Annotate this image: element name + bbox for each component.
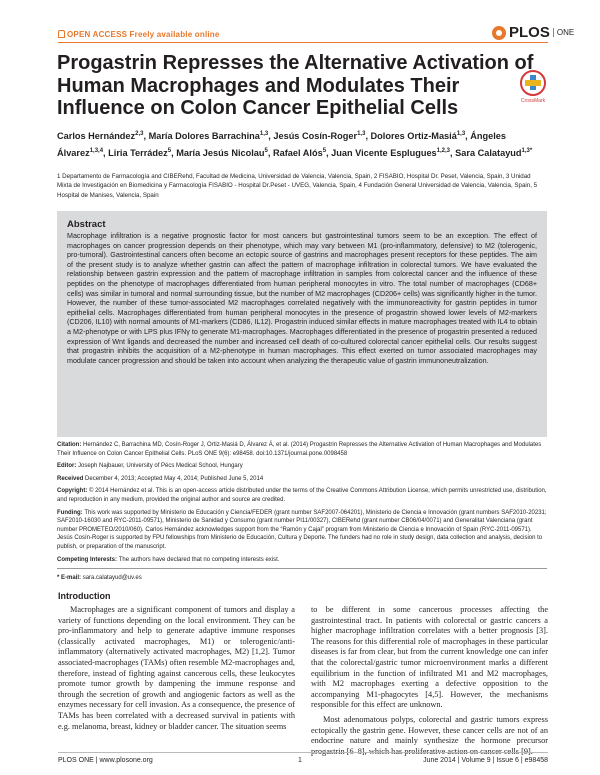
- body-column-right: [311, 605, 548, 761]
- affiliations: 1 Departamento de Farmacología and CIBERehd, Facultad de Medicina, Universidad de Valencia, Valencia, Spain, 2 FISABIO, Hospital Dr. Peset, Valencia, Spain, 3 Unidad Mixta de Investigación en Biomedicina y Farmacología FISABIO - Hospital Dr.Peset - UVEG, Valencia, Spain, 4 Fundación General Universidad de Valencia, Valencia, Spain, 5 Hospital de Manises, Valencia, Spain: [57, 173, 538, 199]
- author-name[interactable]: Ángeles Álvarez: [57, 131, 507, 158]
- author-affiliation-marker: 1,3: [357, 131, 366, 137]
- open-access-banner: [58, 30, 220, 39]
- plos-logo-icon: [492, 26, 506, 40]
- author-affiliation-marker: 5: [264, 147, 268, 154]
- metadata-row: [57, 487, 547, 504]
- journal-logo-sub: ONE: [553, 28, 574, 37]
- page-number: 1: [298, 757, 302, 764]
- journal-logo-text: PLOS: [509, 24, 550, 41]
- metadata-row: [57, 462, 547, 471]
- author-affiliation-marker: 5: [167, 147, 172, 154]
- author-name[interactable]: Dolores Ortiz-Masiá: [370, 131, 457, 142]
- author-name[interactable]: Carlos Hernández: [57, 131, 136, 142]
- metadata-label: Received: [57, 475, 86, 482]
- metadata-text: Hernández C, Barrachina MD, Cosín-Roger J, Ortiz-Masiá D, Álvarez Á, et al. (2014) Progastrin Represses the Alternative Activation of Human Macrophages and Modulates Their Influence on Colon Cancer Epithelial Cells. PLoS ONE 9(6): e98458. doi:10.1371/journal.pone.0098458: [57, 442, 542, 457]
- author-name[interactable]: Sara Calatayud: [455, 147, 522, 158]
- metadata-text: This work was supported by Ministerio de Educación y Ciencia/FEDER (grant number SAF2007-064201), Ministerio de Ciencia e Innovación (grant numbers SAF2010-20231; SAF2010-16030 and RYC-2011-09571), Ministerio de Sanidad y Consumo (grant number PI11/00327), CIBERehd (grant number CB06/04/0071) and Generalitat Valenciana (grant number PROMETEO/2010/060). Carlos Hernández acknowledges support from the “Ramón y Cajal” program from Ministerio de Ciencia e Innovación of Spain (RYC-2011-09571). Jesús Cosín-Roger is supported by FPU fellowships from Ministerio de Educación, Cultura y Deporte. The funders had no role in study design, data collection and analysis, decision to publish, or preparation of the manuscript.: [57, 509, 547, 550]
- metadata-label: * E-mail:: [57, 575, 83, 582]
- author-name[interactable]: Juan Vicente Esplugues: [331, 147, 437, 158]
- crossmark-icon: [520, 70, 546, 96]
- author-affiliation-marker: 1,2,3: [436, 147, 451, 154]
- body-paragraph: Macrophages are a significant component of tumors and display a variety of functions depending on the local environment. They can be pro-inflammatory and help to generate adaptive immune responses (classically activated macrophages, M1) or tolerogenic/anti-inflammatory (alternatively activated macrophages, M2) [1,2]. Tumor associated-macrophages (TAMs) often resemble M2-macrophages and, therefore, instead of fighting against cancerous cells, these leukocytes promote tumor growth by dampening the immune response and through the secretion of growth and angiogenic factors as well as the enzymes necessary for cell invasion. As a consequence, the presence of TAMs has been correlated with a decreased survival in patients with e.g. melanoma, breast, kidney or bladder cancer. The situation seems: [58, 605, 295, 731]
- crossmark-label: CrossMark: [520, 98, 546, 104]
- article-metadata: [57, 441, 547, 587]
- metadata-row: [57, 441, 547, 458]
- author-name[interactable]: Liria Terrádez: [108, 147, 168, 158]
- author-affiliation-marker: 1,3*: [521, 147, 533, 154]
- metadata-row: [57, 509, 547, 552]
- footer-issue: June 2014 | Volume 9 | Issue 6 | e98458: [423, 757, 548, 764]
- metadata-text: sara.calatayud@uv.es: [82, 575, 142, 582]
- open-access-label: OPEN ACCESS Freely available online: [67, 30, 220, 39]
- metadata-row: [57, 574, 547, 583]
- metadata-label: Funding:: [57, 509, 85, 516]
- metadata-text: December 4, 2013; Accepted May 4, 2014; Published June 5, 2014: [85, 475, 264, 482]
- metadata-row: [57, 556, 547, 565]
- journal-logo[interactable]: [492, 24, 574, 41]
- metadata-label: Copyright:: [57, 488, 89, 495]
- author-affiliation-marker: 1,3,4: [89, 147, 104, 154]
- metadata-label: Citation:: [57, 442, 83, 448]
- footer-rule: [58, 752, 548, 753]
- author-name[interactable]: Rafael Alós: [272, 147, 323, 158]
- abstract-text: Macrophage infiltration is a negative prognostic factor for most cancers but gastrointestinal tumors seem to be an exception. The effect of macrophages on cancer progression depends on their phenotype, which may vary between M1 (pro-inflammatory, defensive) to M2 (tolerogenic, pro-tumoral). Gastrointestinal cancers often become an ectopic source of gastrins and macrophages present receptors for these peptides. The aim of the present study is to analyze whether gastrin can affect the pattern of macrophage infiltration in colorectal tumors. We have evaluated the relationship between gastrin expression and the pattern of macrophage infiltration in samples from colorectal cancer and the influence of these peptides on the phenotype of macrophages differentiated from human peripheral monocytes in vitro. The total number of macrophages (CD68+ cells) was similar in tumoral and normal surrounding tissue, but the number of M2 macrophages (CD206+ cells) was significantly higher in the tumor. However, the number of these tumor-associated M2 macrophages correlated negatively with the immunoreactivity for gastrin peptides in tumor epithelial cells. Macrophages differentiated from human peripheral monocytes in the presence of progastrin showed lower levels of M2-markers (CD206, IL10) with normal amounts of M1-markers (CD86, IL12). Progastrin induced similar effects in mature macrophages treated with IL4 to obtain a M2-phenotype or with LPS plus IFNγ to generate M1-macrophages. Macrophages differentiated in the presence of progastrin presented a reduced expression of Wnt ligands and decreased the number and increased cell death of co-cultured colorectal cancer epithelial cells. Our results suggest that progastrin inhibits the acquisition of a M2-phenotype in human macrophages. This effect exerted on tumor associated macrophages may modulate cancer progression and should be taken into account when analyzing the therapeutic value of gastrin immunoneutralization.: [67, 232, 537, 365]
- metadata-label: Competing Interests:: [57, 556, 119, 563]
- metadata-text: Joseph Najbauer, University of Pécs Medical School, Hungary: [78, 463, 243, 470]
- body-paragraph: Most adenomatous polyps, colorectal and gastric tumors express ectopically the gastrin gene. However, these cancer cells are not of an endocrine nature and mainly synthesize the hormone precursor: [311, 714, 548, 746]
- author-list: Carlos Hernández$^{2,3}$, María Dolores Barrachina$^{1,3}$, Jesús Cosín-Roger$^{1,3}$, Dolores Ortiz-Masiá$^{1,3}$, Ángeles Álvarez$^{1,3,4}$, Liria Terrádez$^5$, María Jesús Nicolau$^5$, Rafael Alós$^5$, Juan Vicente Esplugues$^{1,2,3}$, Sara Calatayud$^{1,3*}$: [57, 131, 533, 158]
- author-name[interactable]: María Jesús Nicolau: [176, 147, 265, 158]
- introduction-heading: Introduction: [58, 591, 111, 601]
- body-column-left: [58, 605, 295, 736]
- metadata-text: The authors have declared that no competing interests exist.: [118, 556, 280, 563]
- metadata-text: © 2014 Hernández et al. This is an open-access article distributed under the terms of the Creative Commons Attribution License, which permits unrestricted use, distribution, and reproduction in any medium, provided the original author and source are credited.: [57, 488, 547, 503]
- footer-journal[interactable]: PLOS ONE | www.plosone.org: [58, 757, 153, 764]
- page-footer: [58, 752, 548, 764]
- author-affiliation-marker: 5: [322, 147, 327, 154]
- author-affiliation-marker: 1,3: [456, 131, 466, 137]
- body-paragraph: to be different in some cancerous processes affecting the gastrointestinal tract. In patients with colorectal or gastric cancers a higher macrophage infiltration correlates with a better prognosis [3]. The reasons for this differential role of macrophages in these particular diseases is far from clear, but from the current knowledge one can infer that the colorectal/gastric tumor microenvironment marks a different equilibrium in the function of infiltrated M1 and M2 macrophages, with M2 macrophages exerting a defective opposition to the accompanying M1-phagocytes [4,5]. However, the mechanisms responsible for this effect are unknown.: [311, 605, 548, 710]
- metadata-row: [57, 475, 547, 484]
- author-affiliation-marker: 2,3: [135, 131, 144, 137]
- metadata-label: Editor:: [57, 463, 78, 470]
- article-title: Progastrin Represses the Alternative Activation of Human Macrophages and Modulates Their Influence on Colon Cancer Epithelial Cells: [57, 52, 534, 119]
- crossmark-badge[interactable]: [518, 70, 548, 104]
- header-rule: [58, 42, 548, 43]
- open-lock-icon: [58, 30, 65, 38]
- author-name[interactable]: María Dolores Barrachina: [148, 131, 260, 142]
- abstract-heading: Abstract: [67, 219, 106, 230]
- abstract-box: [57, 211, 547, 437]
- metadata-divider: [57, 568, 547, 569]
- author-name[interactable]: Jesús Cosín-Roger: [273, 131, 358, 142]
- author-affiliation-marker: 1,3: [259, 131, 269, 137]
